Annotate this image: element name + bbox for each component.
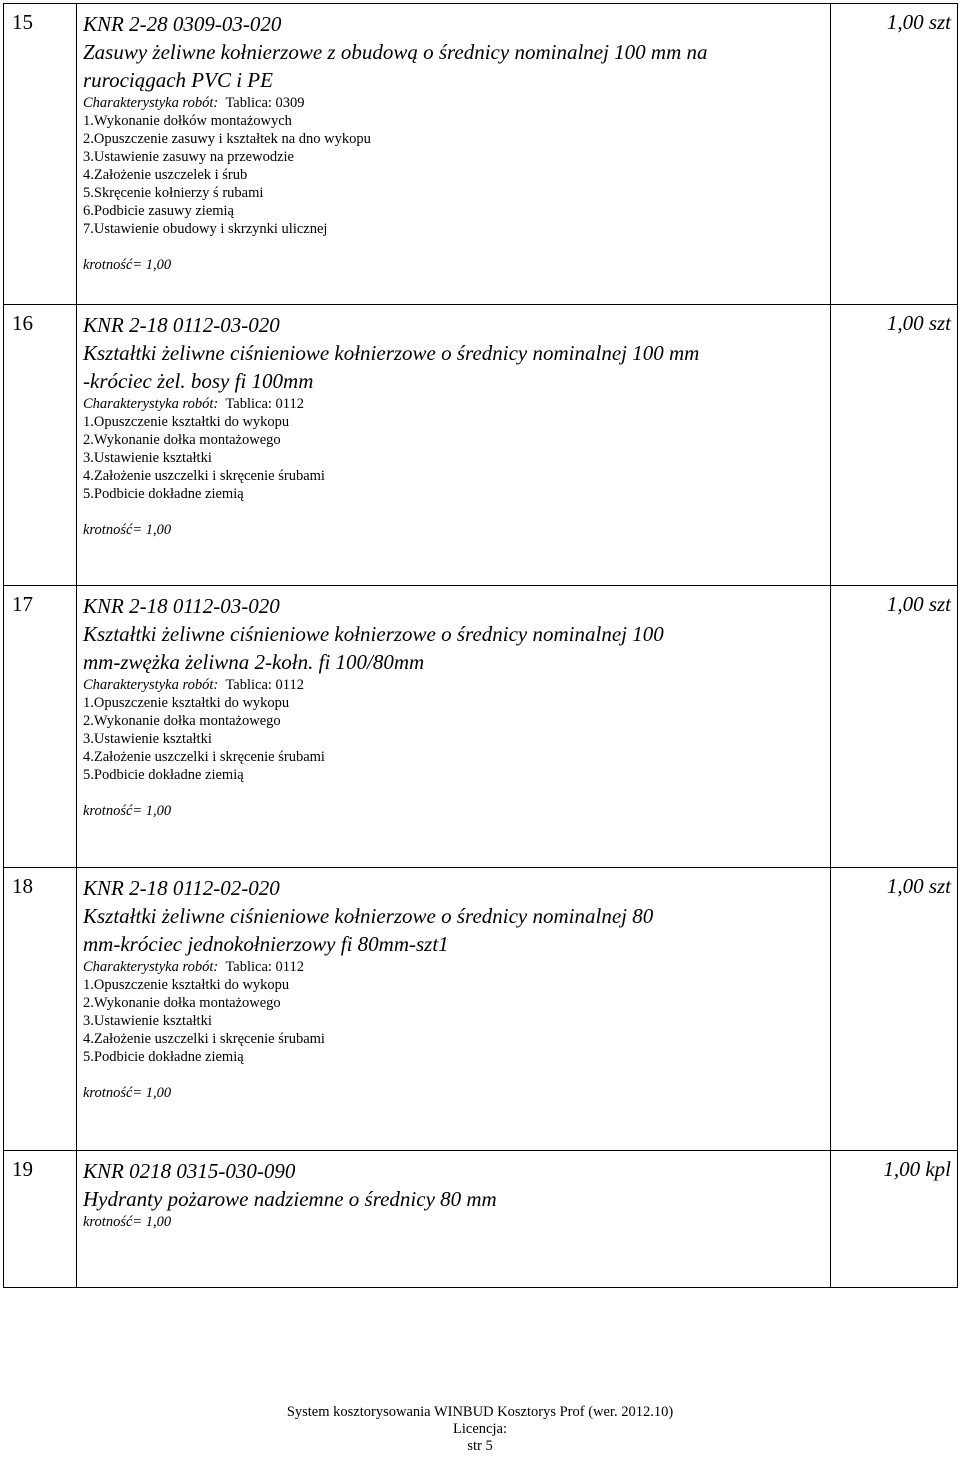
work-step: 2.Wykonanie dołka montażowego	[83, 432, 281, 448]
quantity: 1,00 kpl	[831, 1151, 958, 1288]
characteristics-label: Charakterystyka robót:	[83, 95, 219, 111]
norm-code: KNR 2-18 0112-03-020	[83, 313, 280, 337]
work-step: 2.Wykonanie dołka montażowego	[83, 713, 281, 729]
work-title-line: mm-króciec jednokołnierzowy fi 80mm-szt1	[83, 932, 449, 956]
work-characteristics	[83, 395, 830, 413]
characteristics-label: Charakterystyka robót:	[83, 396, 219, 412]
work-title-line: Hydranty pożarowe nadziemne o średnicy 80 mm	[83, 1187, 497, 1211]
table-row	[4, 4, 958, 305]
position-number: 18	[4, 868, 77, 1151]
norm-code: KNR 2-18 0112-03-020	[83, 594, 280, 618]
multiplier: krotność= 1,00	[83, 1214, 172, 1230]
work-title-line: mm-zwężka żeliwna 2-kołn. fi 100/80mm	[83, 650, 425, 674]
work-step: 1.Opuszczenie kształtki do wykopu	[83, 414, 290, 430]
table-row	[4, 1151, 958, 1288]
work-step: 3.Ustawienie kształtki	[83, 450, 212, 466]
work-step: 3.Ustawienie kształtki	[83, 1013, 212, 1029]
characteristics-table: Tablica: 0112	[225, 677, 305, 693]
multiplier: krotność= 1,00	[83, 522, 172, 538]
quantity: 1,00 szt	[831, 868, 958, 1151]
footer-page-number: str 5	[467, 1438, 493, 1454]
work-step: 1.Wykonanie dołków montażowych	[83, 113, 292, 129]
work-title-line: rurociągach PVC i PE	[83, 68, 273, 92]
characteristics-label: Charakterystyka robót:	[83, 677, 219, 693]
work-characteristics	[83, 676, 830, 694]
table-row	[4, 868, 958, 1151]
work-step: 5.Podbicie dokładne ziemią	[83, 767, 244, 783]
quantity: 1,00 szt	[831, 305, 958, 586]
position-description	[77, 4, 831, 305]
work-step: 2.Opuszczenie zasuwy i kształtek na dno wykopu	[83, 131, 371, 147]
work-title-line: Kształtki żeliwne ciśnieniowe kołnierzowe o średnicy nominalnej 100	[83, 622, 664, 646]
position-description	[77, 1151, 831, 1288]
work-step: 4.Założenie uszczelek i śrub	[83, 167, 248, 183]
work-title-line: Kształtki żeliwne ciśnieniowe kołnierzowe o średnicy nominalnej 100 mm	[83, 341, 700, 365]
cost-estimate-sheet	[3, 3, 957, 1288]
work-step: 4.Założenie uszczelki i skręcenie śrubami	[83, 468, 325, 484]
work-title-line: Kształtki żeliwne ciśnieniowe kołnierzowe o średnicy nominalnej 80	[83, 904, 654, 928]
norm-code: KNR 0218 0315-030-090	[83, 1159, 296, 1183]
work-characteristics	[83, 94, 830, 112]
norm-code: KNR 2-18 0112-02-020	[83, 876, 280, 900]
work-step: 4.Założenie uszczelki i skręcenie śrubami	[83, 749, 325, 765]
multiplier: krotność= 1,00	[83, 803, 172, 819]
position-number: 15	[4, 4, 77, 305]
work-step: 2.Wykonanie dołka montażowego	[83, 995, 281, 1011]
work-step: 5.Podbicie dokładne ziemią	[83, 1049, 244, 1065]
work-step: 4.Założenie uszczelki i skręcenie śrubami	[83, 1031, 325, 1047]
multiplier: krotność= 1,00	[83, 1085, 172, 1101]
cost-table	[3, 3, 958, 1288]
position-description	[77, 586, 831, 868]
work-step: 7.Ustawienie obudowy i skrzynki ulicznej	[83, 221, 328, 237]
position-number: 16	[4, 305, 77, 586]
footer-system: System kosztorysowania WINBUD Kosztorys Prof (wer. 2012.10)	[286, 1404, 674, 1420]
multiplier: krotność= 1,00	[83, 257, 172, 273]
work-step: 6.Podbicie zasuwy ziemią	[83, 203, 234, 219]
position-description	[77, 868, 831, 1151]
work-step: 3.Ustawienie zasuwy na przewodzie	[83, 149, 294, 165]
table-row	[4, 586, 958, 868]
work-step: 1.Opuszczenie kształtki do wykopu	[83, 695, 290, 711]
characteristics-table: Tablica: 0309	[225, 95, 305, 111]
work-step: 1.Opuszczenie kształtki do wykopu	[83, 977, 290, 993]
work-step: 5.Skręcenie kołnierzy ś rubami	[83, 185, 264, 201]
work-step: 3.Ustawienie kształtki	[83, 731, 212, 747]
position-number: 17	[4, 586, 77, 868]
position-number: 19	[4, 1151, 77, 1288]
quantity: 1,00 szt	[831, 4, 958, 305]
work-title-line: -króciec żel. bosy fi 100mm	[83, 369, 314, 393]
characteristics-label: Charakterystyka robót:	[83, 959, 219, 975]
page-footer	[0, 1404, 960, 1455]
work-characteristics	[83, 958, 830, 976]
work-title-line: Zasuwy żeliwne kołnierzowe z obudową o średnicy nominalnej 100 mm na	[83, 40, 708, 64]
work-step: 5.Podbicie dokładne ziemią	[83, 486, 244, 502]
position-description	[77, 305, 831, 586]
quantity: 1,00 szt	[831, 586, 958, 868]
norm-code: KNR 2-28 0309-03-020	[83, 12, 282, 36]
table-row	[4, 305, 958, 586]
footer-license: Licencja:	[453, 1421, 507, 1437]
characteristics-table: Tablica: 0112	[225, 396, 305, 412]
characteristics-table: Tablica: 0112	[225, 959, 305, 975]
